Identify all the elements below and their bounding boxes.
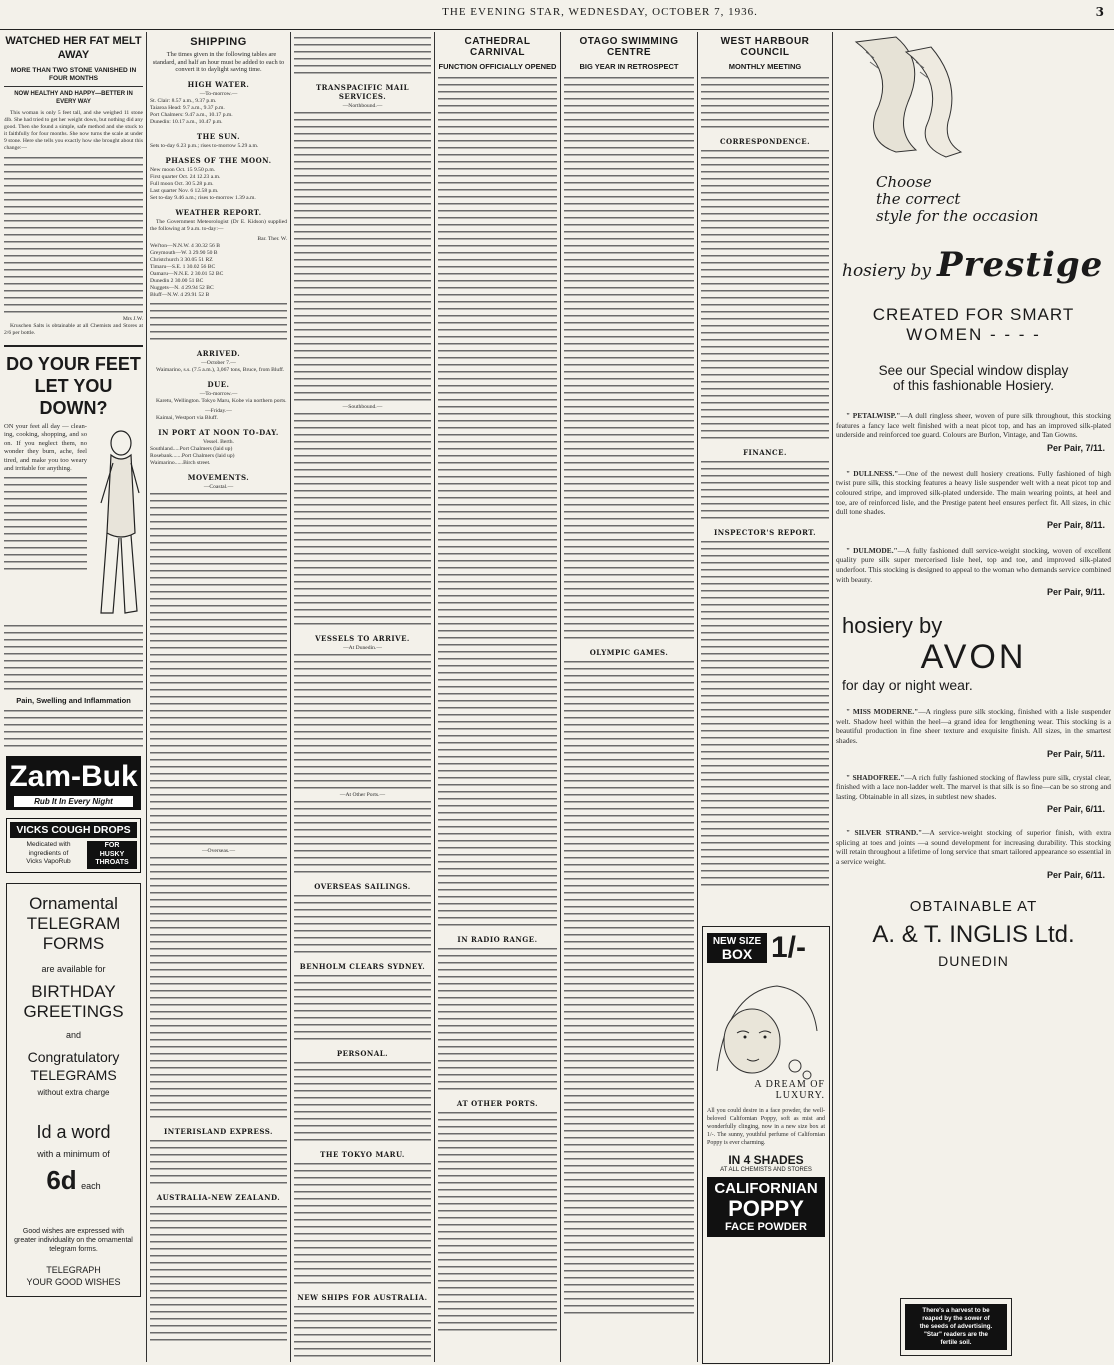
shades-sub: AT ALL CHEMISTS AND STORES [720, 1167, 812, 1173]
council-heading: WEST HARBOUR COUNCIL [720, 36, 810, 58]
column-rule [146, 32, 147, 1362]
vicks-badge [87, 841, 137, 869]
harvest-line: fertile soil. [940, 1339, 972, 1346]
sun-text: Sets to-day 6.23 p.m.; rises to-morrow 5.29 a.m. [150, 142, 259, 149]
fat-melt-footer: Kruschen Salts is obtainable at all Chemists and Stores at 2/6 per bottle. [4, 323, 143, 336]
telegram-line: each [81, 1180, 101, 1191]
weather-columns: Bar. Ther. W. [257, 235, 287, 242]
telegram-line: Good wishes are expressed with greater individuality on the ornamental telegram forms. [14, 1227, 133, 1253]
badge-text: HUSKY [99, 850, 125, 858]
shades-heading: IN 4 SHADES [728, 1153, 804, 1167]
item-price: Per Pair, 6/11. [1046, 804, 1105, 815]
masthead-title: THE EVENING STAR, WEDNESDAY, OCTOBER 7, 1936. [442, 6, 758, 18]
harvest-line: "Star" readers are the [924, 1331, 988, 1338]
in-port-row: Waimarino......Birch street. [150, 459, 211, 466]
badge-text: BOX [721, 946, 753, 962]
store-name: A. & T. INGLIS Ltd. [872, 920, 1075, 948]
text-block [438, 1110, 557, 1334]
text-block [294, 799, 431, 876]
text-block [4, 708, 143, 750]
friday-label: —Friday.— [205, 407, 232, 414]
transpacific-heading: TRANSPACIFIC MAIL SERVICES. [315, 83, 410, 101]
fat-melt-lead: This woman is only 5 feet tall, and she weighed 11 stone 4lb. She had tried to get her weight down, but nothing did any good. Then she found a simple, safe method and she stuck to it faithfully for four months. She now turns the scale at under 9 stone. Here she tells you exactly how she brought about this change:— [4, 110, 143, 151]
telegram-ad [6, 883, 141, 1297]
column-5 [564, 32, 694, 1362]
due-text: Karetu, Wellington. Tokyo Maru, Kobe via northern ports. [156, 397, 287, 404]
item-price: Per Pair, 7/11. [1046, 442, 1105, 453]
text-block [564, 75, 694, 642]
dream-line: A DREAM OF [754, 1079, 825, 1090]
arrived-heading: ARRIVED. [196, 348, 241, 358]
column-2 [150, 32, 287, 1362]
high-water-row: Dunedin: 10.17 a.m., 10.47 p.m. [150, 118, 223, 125]
store-city: DUNEDIN [938, 952, 1009, 969]
other-ports-heading: AT OTHER PORTS. [456, 1099, 539, 1108]
avon-brand: AVON [920, 638, 1027, 677]
text-block [564, 659, 694, 1317]
text-block [701, 75, 829, 131]
fat-melt-subhead-2: NOW HEALTHY AND HAPPY—BETTER IN EVERY WAY [14, 91, 133, 105]
telegram-line: TELEGRAM [26, 913, 121, 933]
prestige-items [836, 411, 1111, 597]
badge-text: NEW SIZE [712, 936, 762, 947]
telegram-line: TELEGRAMS [30, 1066, 117, 1083]
text-block [294, 1304, 431, 1362]
poppy-brand-block [707, 1177, 825, 1237]
column-rule [290, 32, 291, 1362]
tokyo-heading: THE TOKYO MARU. [320, 1150, 405, 1159]
inspector-heading: INSPECTOR'S REPORT. [713, 528, 817, 537]
fat-melt-subhead: MORE THAN TWO STONE VANISHED IN FOUR MONTHS [10, 67, 137, 82]
text-block [294, 973, 431, 1043]
text-block [701, 539, 829, 889]
telegram-line: with a minimum of [37, 1148, 110, 1159]
tomorrow-label: —To-morrow.— [199, 390, 238, 397]
feet-lead: ON your feet all day — clean-ing, cooking, shopping, and so on. If you neglect them, no wonder they burn, ache, feel tired, and make you too weary and irritable for anything. [4, 423, 87, 473]
weather-row: Wel'ton—N.N.W. 4 30.32 56 B [150, 242, 220, 249]
hosiery-item [836, 546, 1111, 584]
vicks-line: Vicks VapoRub [26, 858, 71, 865]
high-water-row: Port Chalmers: 9.47 a.m., 10.17 p.m. [150, 111, 233, 118]
divider [4, 345, 143, 347]
poppy-brand: FACE POWDER [725, 1221, 807, 1233]
zambuk-tagline: Rub It In Every Night [14, 796, 133, 807]
interisland-heading: INTERISLAND EXPRESS. [164, 1126, 273, 1136]
vicks-line: Medicated with [26, 841, 71, 848]
script-line: the correct [876, 190, 961, 208]
text-block [294, 893, 431, 956]
poppy-copy: All you could desire in a face powder, the well-beloved Californian Poppy, soft as mist and wonderfully clinging, now in a new size box at 1/-. The sunny, youthful perfume of Californian Poppy is ever charming. [707, 1108, 825, 1146]
personal-heading: PERSONAL. [336, 1049, 389, 1058]
moon-row: New moon Oct. 15 9.50 p.m. [150, 166, 216, 173]
hosiery-item [836, 411, 1111, 440]
telegram-line: BIRTHDAY [31, 981, 116, 1001]
poppy-brand: CALIFORNIAN [714, 1180, 818, 1197]
item-price: Per Pair, 8/11. [1046, 519, 1105, 530]
telegram-line: Ornamental [29, 893, 118, 913]
item-price: Per Pair, 5/11. [1046, 748, 1105, 759]
overseas-label: —Overseas.— [201, 847, 236, 854]
telegram-price: Id a word [36, 1121, 111, 1142]
text-block [150, 491, 287, 848]
obtainable-line: OBTAINABLE AT [909, 897, 1038, 915]
weather-intro: The Government Meteorologist (Dr E. Kidson) supplied the following at 9 a.m. to-day:— [150, 218, 287, 232]
moon-row: Full moon Oct. 30 5.28 p.m. [150, 180, 214, 187]
arrived-date: —October 7.— [201, 359, 236, 366]
moon-heading: PHASES OF THE MOON. [165, 155, 272, 165]
text-block [701, 148, 829, 442]
hosiery-item [836, 773, 1111, 802]
text-block [150, 1204, 287, 1344]
hosiery-item [836, 469, 1111, 517]
telegram-line: TELEGRAPH [46, 1264, 101, 1275]
zambuk-brand: Zam-Buk [9, 760, 138, 793]
due-friday: Kaimai, Westport via Bluff. [156, 414, 218, 421]
item-text: —One of the newest dull hosiery creations. Fully fashioned of high twist pure silk, this stocking features a heavy lisle suspender welt with a neat picot top and coloured stripe, and improved silk-plated underside. The main wearing points, at heel and toe, are of reinforced lisle, and the Prestige patent heel ensures perfect fit. All sizes, in chic dull tone shades. [836, 468, 1111, 517]
weather-row: Bluff—N.W. 4 29.91 52 B [150, 291, 210, 298]
moon-text: Set to-day 9.46 a.m.; rises to-morrow 1.39 a.m. [150, 194, 256, 201]
arrived-text: Waimarino, s.s. (7.5 a.m.), 3,067 tons, Bruce, from Bluff. [156, 366, 285, 373]
feet-ad [4, 353, 143, 750]
hosiery-item [836, 828, 1111, 866]
face-illustration [707, 971, 825, 1091]
text-block [438, 946, 557, 1093]
column-4 [438, 32, 557, 1362]
at-dunedin-label: —At Dunedin.— [343, 645, 382, 651]
radio-heading: IN RADIO RANGE. [457, 935, 538, 944]
new-size-badge [707, 933, 767, 963]
high-water-row: St. Clair: 8.57 a.m., 9.37 p.m. [150, 97, 217, 104]
feet-headline: DO YOUR FEET LET YOU DOWN? [6, 354, 141, 418]
text-block [438, 75, 557, 929]
item-name: " MISS MODERNE." [846, 707, 919, 717]
page-number: 3 [1095, 5, 1104, 19]
item-text: —A rich fully fashioned stocking of flawless pure silk, crystal clear, finished with a lace non-ladder welt. The marvel is that silk is so fine—can be so strong and lasting. Obtainable in all sizes, in subtlest new shades. [836, 772, 1111, 801]
telegram-line: Congratulatory [27, 1048, 120, 1065]
stocking-illustration [836, 32, 996, 182]
poppy-ad [702, 926, 830, 1364]
telegram-line: are available for [41, 963, 106, 974]
woman-illustration [91, 423, 143, 623]
text-block [294, 110, 431, 404]
column-rule [697, 32, 698, 1362]
new-ships-heading: NEW SHIPS FOR AUSTRALIA. [297, 1293, 428, 1302]
badge-text: FOR [104, 842, 120, 849]
item-name: " SHADOFREE." [846, 772, 905, 782]
swimming-subhead: BIG YEAR IN RETROSPECT [579, 62, 679, 71]
item-name: " PETALWISP." [846, 411, 901, 420]
council-subhead: MONTHLY MEETING [728, 62, 802, 71]
moon-row: First quarter Oct. 24 12.23 a.m. [150, 173, 221, 180]
due-heading: DUE. [207, 379, 230, 389]
telegram-line: FORMS [42, 933, 105, 953]
hosiery-ad [836, 32, 1111, 1282]
shipping-intro: The times given in the following tables are standard, and half an hour must be added to each to convert it to daylight saving time. [152, 51, 285, 74]
movements-heading: MOVEMENTS. [187, 472, 250, 482]
shipping-heading: SHIPPING [190, 36, 247, 48]
cathedral-subhead: FUNCTION OFFICIALLY OPENED [438, 62, 557, 71]
weather-row: Timaru—S.E. 1 30.02 56 BC [150, 263, 216, 270]
text-block [150, 301, 287, 343]
script-line: Choose [876, 173, 932, 191]
text-block [4, 623, 143, 693]
text-block [294, 411, 431, 628]
column-3 [294, 32, 431, 1362]
harvest-line: the seeds of advertising. [919, 1323, 993, 1330]
weather-row: Greymouth—W. 3 29.90 50 B [150, 249, 218, 256]
vicks-line: ingredients of [28, 849, 69, 857]
southbound-label: —Southbound.— [342, 404, 383, 410]
telegram-line: GREETINGS [23, 1001, 124, 1021]
poppy-price: 1/- [771, 931, 807, 964]
divider [4, 86, 143, 87]
avon-sub: for day or night wear. [842, 677, 973, 694]
text-block [294, 35, 431, 77]
masthead [0, 2, 1114, 30]
poppy-brand: POPPY [728, 1196, 804, 1221]
prestige-brand: Prestige [937, 245, 1104, 285]
weather-row: Nuggets—N. 4 29.94 52 BC [150, 284, 214, 291]
avon-items [836, 707, 1111, 880]
sun-heading: THE SUN. [196, 131, 241, 141]
brand-prefix: hosiery by [842, 261, 932, 281]
telegram-line: without extra charge [37, 1087, 110, 1097]
item-text: —A dull ringless sheer, woven of pure silk throughout, this stocking features a fancy lace welt finished with a neat picot top, and has an improved silk-plated underside and reinforced toe guard. Colours are Burlon, Vintage, and Tan Gowns. [836, 411, 1111, 440]
in-port-heading: IN PORT AT NOON TO-DAY. [158, 427, 279, 437]
northbound-label: —Northbound.— [342, 103, 383, 109]
badge-text: THROATS [95, 859, 129, 866]
item-text: —A service-weight stocking of superior finish, with extra splicing at toes and joints —a sound development for increasing durability. This stocking will retain throughout a lifetime of long service that smart tailored appearance so essential in a service weight. [836, 828, 1111, 867]
cathedral-heading: CATHEDRAL CARNIVAL [464, 36, 531, 58]
text-block [294, 1060, 431, 1144]
telegram-price: 6d [46, 1164, 77, 1195]
women-line: WOMEN - - - - [906, 325, 1041, 344]
display-line: of this fashionable Hosiery. [892, 378, 1055, 393]
correspondence-heading: CORRESPONDENCE. [719, 137, 811, 146]
finance-heading: FINANCE. [743, 448, 787, 457]
at-other-label: —At Other Ports.— [339, 792, 386, 798]
brand-prefix: hosiery by [842, 613, 943, 639]
harvest-ad [900, 1298, 1012, 1356]
text-block [4, 475, 87, 575]
swimming-heading: OTAGO SWIMMING CENTRE [579, 36, 679, 58]
column-1 [4, 32, 143, 1362]
coastal-label: —Coastal.— [203, 483, 234, 490]
high-water-heading: HIGH WATER. [187, 79, 250, 89]
high-water-row: Taiaroa Head: 9.7 a.m., 9.37 p.m. [150, 104, 225, 111]
item-name: " SILVER STRAND." [846, 828, 923, 838]
text-block [294, 652, 431, 792]
fat-melt-ad [4, 34, 143, 337]
harvest-line: There's a harvest to be [922, 1307, 990, 1314]
column-rule [560, 32, 561, 1362]
vicks-ad [6, 818, 141, 873]
harvest-box [905, 1304, 1007, 1350]
aus-nz-heading: AUSTRALIA-NEW ZEALAND. [156, 1192, 281, 1202]
benholm-heading: BENHOLM CLEARS SYDNEY. [299, 962, 426, 971]
feet-subhead: Pain, Swelling and Inflammation [16, 696, 131, 705]
olympic-heading: OLYMPIC GAMES. [589, 648, 669, 657]
in-port-row: Southland.....Port Chalmers (laid up) [150, 445, 233, 452]
text-block [294, 1161, 431, 1287]
in-port-row: Rosebank.......Port Chalmers (laid up) [150, 452, 235, 459]
item-text: —A ringless pure silk stocking, finished with a lisle suspender welt. Shadow heel within the heel—a grand idea for lengthening wear. This stocking is a beautiful production in fine sheer texture and exquisite finish. All sizes, in the smartest shades. [836, 707, 1111, 745]
item-name: " DULMODE." [846, 545, 898, 555]
text-block [150, 855, 287, 1121]
text-block [150, 1138, 287, 1187]
hosiery-item [836, 707, 1111, 745]
moon-row: Last quarter Nov. 6 12.58 p.m. [150, 187, 219, 194]
item-price: Per Pair, 6/11. [1046, 869, 1105, 880]
text-block [4, 155, 143, 316]
item-text: —A fully fashioned dull service-weight stocking, woven of excellent quality pure silk super mercerised lisle heel, top and toe, and improved silk-plated underfoot. This stocking is designed to appeal to the woman who demands service combined with beauty. [836, 545, 1111, 584]
weather-row: Christchurch 3 30.05 51 RZ [150, 256, 213, 263]
tomorrow-label: —To-morrow.— [199, 90, 238, 97]
fat-melt-signature: Mrs J.W. [122, 316, 143, 322]
created-line: CREATED FOR SMART [872, 305, 1075, 324]
column-rule [434, 32, 435, 1362]
harvest-line: reaped by the sower of [922, 1315, 990, 1322]
text-block [701, 459, 829, 522]
telegram-line: YOUR GOOD WISHES [26, 1276, 121, 1287]
vessels-heading: VESSELS TO ARRIVE. [315, 634, 410, 643]
in-port-columns: Vessel. Berth. [203, 438, 234, 445]
zambuk-ad [6, 756, 141, 810]
weather-row: Dunedin 2 30.00 51 BC [150, 277, 204, 284]
weather-heading: WEATHER REPORT. [175, 207, 262, 217]
overseas-sailings-heading: OVERSEAS SAILINGS. [314, 882, 411, 891]
display-line: See our Special window display [878, 363, 1069, 378]
vicks-headline: VICKS COUGH DROPS [10, 822, 137, 838]
dream-line: LUXURY. [775, 1090, 825, 1101]
telegram-line: and [65, 1029, 82, 1040]
item-price: Per Pair, 9/11. [1046, 587, 1105, 598]
weather-row: Oamaru—N.N.E. 2 30.01 52 BC [150, 270, 224, 277]
script-line: style for the occasion [876, 207, 1039, 225]
fat-melt-headline: WATCHED HER FAT MELT AWAY [5, 35, 142, 61]
column-rule [832, 32, 833, 1362]
item-name: " DULLNESS." [846, 468, 899, 478]
